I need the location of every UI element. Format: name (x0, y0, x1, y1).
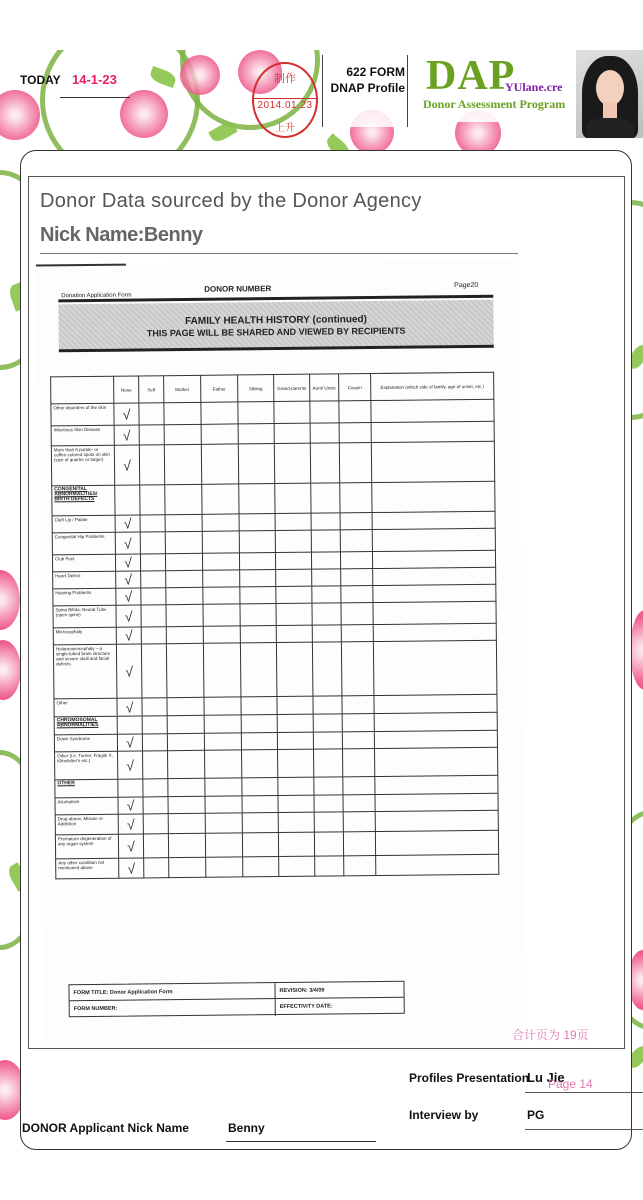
table-cell (275, 513, 311, 530)
presenter-name: Lu Jie (527, 1070, 565, 1085)
table-cell (314, 812, 343, 832)
table-cell (314, 749, 343, 777)
table-cell (341, 603, 373, 625)
row-condition-label: Microcephaly (53, 627, 116, 645)
none-checkmark: √ (117, 734, 142, 751)
none-checkmark: √ (116, 627, 141, 644)
form-id-block (322, 55, 408, 127)
table-cell (141, 627, 166, 644)
flower-decoration (0, 90, 40, 140)
table-cell (312, 586, 341, 603)
table-column-header: Cousin (339, 374, 371, 401)
none-checkmark: √ (116, 588, 141, 605)
table-body (51, 399, 499, 879)
table-cell (240, 570, 276, 587)
table-cell (343, 812, 375, 832)
table-cell (240, 587, 276, 604)
table-cell (278, 812, 314, 832)
table-cell (240, 604, 276, 626)
table-cell (141, 605, 166, 627)
table-cell (371, 441, 494, 482)
table-column-header: Grand-parents (274, 374, 310, 401)
table-cell (164, 444, 201, 484)
footer-form-title: FORM TITLE: Donor Application Form (73, 989, 173, 997)
table-cell (166, 604, 203, 626)
table-cell (141, 644, 167, 698)
stamp-top-text: 制作 (274, 73, 296, 85)
table-cell (340, 552, 372, 569)
table-cell (166, 570, 203, 587)
table-column-header: Aunt/ Uncle (310, 374, 339, 401)
table-cell (204, 697, 241, 715)
table-cell (243, 857, 279, 877)
row-condition-label: Club Feet (52, 554, 115, 572)
table-cell (168, 796, 205, 813)
table-cell (141, 588, 166, 605)
table-cell (239, 553, 275, 570)
table-cell (277, 714, 313, 732)
table-cell (343, 749, 375, 777)
table-cell (166, 587, 203, 604)
table-cell (169, 857, 206, 877)
table-cell (118, 779, 143, 797)
table-cell (142, 716, 167, 734)
row-condition-label: Holoprosencephaly – a single-lobed brain structure and severe skull and facial defects (53, 644, 117, 699)
table-row (53, 640, 497, 699)
row-condition-label: Premature degeneration of any organ system (55, 834, 118, 859)
table-cell (203, 643, 241, 697)
table-cell (343, 832, 375, 856)
table-cell (276, 569, 312, 586)
scan-banner (58, 300, 493, 353)
table-cell (241, 733, 277, 750)
table-cell (203, 587, 240, 604)
row-condition-label: CONGENITAL ABNORMALITIES/ BIRTH DEFECTS (52, 485, 115, 516)
table-cell (143, 814, 168, 834)
table-cell (142, 734, 167, 751)
table-cell (371, 399, 494, 422)
table-cell (310, 401, 339, 423)
table-cell (238, 424, 274, 444)
scan-subheading: THIS PAGE WILL BE SHARED AND VIEWED BY RECIPIENTS (146, 325, 406, 339)
table-cell (343, 777, 375, 795)
table-cell (141, 571, 166, 588)
table-cell (312, 642, 342, 696)
table-cell (143, 751, 168, 779)
row-condition-label: Other (i.e. Turner, Fragile X, Klinefelter's etc.) (55, 751, 118, 780)
none-checkmark: √ (114, 403, 139, 425)
flower-decoration (0, 570, 20, 630)
table-cell (311, 552, 340, 569)
table-cell (340, 530, 372, 552)
table-cell (165, 484, 202, 514)
nickname-heading: Nick Name:Benny (40, 224, 203, 246)
table-cell (140, 485, 165, 515)
table-cell (278, 795, 314, 812)
table-cell (375, 810, 498, 831)
flower-decoration (0, 640, 21, 700)
table-cell (341, 642, 374, 696)
profile-photo (576, 50, 643, 138)
table-cell (275, 552, 311, 569)
interview-label: Interview by (409, 1108, 479, 1122)
row-condition-label: Other (54, 698, 117, 717)
table-cell (279, 856, 315, 876)
table-cell (314, 777, 343, 795)
table-cell (140, 554, 165, 571)
photo-face (596, 70, 624, 106)
table-cell (375, 775, 498, 794)
scan-corner-mark (36, 264, 126, 267)
table-row (51, 441, 494, 486)
table-cell (241, 697, 277, 715)
table-cell (117, 716, 142, 734)
nickname-underline (40, 253, 518, 254)
none-checkmark: √ (115, 515, 140, 532)
table-cell (144, 858, 169, 878)
photo-clothing (586, 118, 634, 138)
table-cell (242, 796, 278, 813)
row-condition-label: Drug abuse, Misuse or Addiction (55, 814, 118, 835)
table-cell (374, 730, 497, 748)
table-cell (314, 832, 343, 856)
row-condition-label: Other disorders of the skin (51, 403, 114, 426)
table-cell (140, 515, 165, 532)
table-cell (240, 643, 277, 697)
applicant-underline (226, 1141, 376, 1142)
presenter-underline (525, 1092, 643, 1093)
none-checkmark: √ (115, 532, 140, 554)
table-cell (276, 625, 312, 642)
table-cell (341, 625, 373, 642)
table-cell (374, 694, 497, 713)
table-cell (274, 401, 310, 423)
table-cell (342, 696, 374, 714)
form-code: 622 FORM (346, 65, 405, 79)
none-checkmark: √ (116, 605, 141, 627)
total-pages: 合计页为 19页 (512, 1028, 589, 1042)
table-cell (311, 513, 340, 530)
table-cell (168, 750, 205, 778)
table-cell (201, 424, 238, 444)
table-cell (201, 444, 238, 484)
table-cell (204, 715, 241, 733)
table-cell (312, 569, 341, 586)
table-cell (139, 445, 164, 485)
table-cell (375, 747, 498, 776)
none-checkmark: √ (117, 698, 142, 716)
row-condition-label: CHROMOSOMAL ABNORMALITIES (54, 716, 117, 735)
table-cell (239, 484, 275, 514)
table-cell (202, 514, 239, 531)
table-cell (115, 485, 140, 515)
table-cell (373, 640, 497, 695)
table-cell (241, 715, 277, 733)
table-row (56, 854, 499, 879)
none-checkmark: √ (118, 797, 143, 814)
table-cell (206, 857, 243, 877)
none-checkmark: √ (118, 814, 143, 834)
none-checkmark: √ (118, 751, 143, 779)
none-checkmark: √ (116, 571, 141, 588)
table-cell (167, 715, 204, 733)
table-cell (372, 481, 495, 512)
table-cell (276, 642, 313, 696)
stamp-bottom-text: 上升 (275, 123, 295, 134)
table-cell (314, 795, 343, 812)
table-cell (165, 553, 202, 570)
table-cell (168, 833, 205, 857)
row-condition-label: Hearing Problems (53, 588, 116, 606)
scan-footer-box (68, 981, 404, 1018)
table-cell (339, 443, 371, 483)
table-cell (205, 778, 242, 796)
table-cell (143, 797, 168, 814)
table-cell (341, 569, 373, 586)
scan-heading: FAMILY HEALTH HISTORY (continued) (185, 314, 368, 327)
footer-effectivity: EFFECTIVITY DATE: (279, 1003, 333, 1011)
table-cell (276, 603, 312, 625)
table-cell (139, 425, 164, 445)
table-column-header: Explanation (which side of family, age of onset, etc.) (371, 372, 494, 400)
interviewer-underline (525, 1129, 643, 1130)
table-cell (143, 834, 168, 858)
table-cell (168, 813, 205, 833)
scan-page-number: Page20 (454, 281, 479, 290)
table-cell (142, 698, 167, 716)
table-cell (201, 402, 238, 424)
profiles-presentation-label: Profiles Presentation (409, 1071, 530, 1085)
table-cell (373, 601, 496, 624)
table-cell (242, 833, 278, 857)
table-cell (139, 403, 164, 425)
table-cell (312, 603, 341, 625)
none-checkmark: √ (119, 858, 144, 878)
row-condition-label: Congenital Hip Problems (52, 532, 115, 555)
table-cell (242, 778, 278, 796)
table-cell (164, 402, 201, 424)
table-cell (202, 531, 239, 553)
interviewer-name: PG (527, 1108, 545, 1122)
table-cell (340, 513, 372, 530)
table-cell (275, 530, 311, 552)
card-title: Donor Data sourced by the Donor Agency (40, 190, 422, 212)
table-cell (339, 423, 371, 443)
table-column-header: Father (201, 375, 238, 402)
table-cell (205, 833, 242, 857)
table-cell (165, 531, 202, 553)
table-cell (278, 777, 314, 795)
none-checkmark: √ (114, 445, 139, 485)
footer-form-number: FORM NUMBER: (73, 1005, 118, 1013)
table-cell (275, 483, 311, 513)
row-condition-label: Any other condition not mentioned above (56, 858, 119, 879)
approval-stamp (252, 62, 318, 138)
today-date: 14-1-23 (72, 72, 117, 87)
stamp-divider (254, 98, 316, 99)
table-cell (205, 813, 242, 833)
table-cell (164, 424, 201, 444)
row-condition-label: Down Syndrome (54, 734, 117, 752)
table-cell (203, 570, 240, 587)
table-cell (166, 626, 203, 643)
table-cell (238, 402, 274, 424)
table-row (52, 481, 495, 516)
table-column-header: None (114, 376, 139, 403)
footer-revision: REVISION: 3/4/09 (279, 987, 325, 995)
table-cell (372, 511, 495, 529)
table-cell (375, 793, 498, 811)
table-cell (203, 604, 240, 626)
row-condition-label: Heart Defect (53, 571, 116, 589)
footer-row (70, 998, 404, 1017)
table-cell (202, 553, 239, 570)
table-cell (372, 528, 495, 551)
form-name: DNAP Profile (330, 81, 405, 95)
table-column-header: Self (139, 376, 164, 403)
table-cell (343, 795, 375, 812)
flower-decoration (180, 55, 220, 95)
table-cell (313, 732, 342, 749)
table-cell (310, 443, 339, 483)
table-cell (278, 749, 314, 777)
logo-subtitle: Donor Assessment Program (423, 97, 566, 111)
table-cell (205, 796, 242, 813)
table-cell (205, 750, 242, 778)
table-cell (373, 584, 496, 602)
dap-logo (418, 52, 576, 122)
table-cell (167, 697, 204, 715)
table-cell (167, 733, 204, 750)
family-health-table (50, 372, 499, 880)
table-cell (375, 830, 498, 855)
none-checkmark: √ (115, 554, 140, 571)
table-cell (276, 586, 312, 603)
table-cell (143, 779, 168, 797)
table-cell (242, 813, 278, 833)
leaf-decoration (208, 119, 238, 144)
scan-donor-number: DONOR NUMBER (204, 284, 272, 294)
table-cell (310, 423, 339, 443)
table-cell (242, 750, 278, 778)
none-checkmark: √ (114, 425, 139, 445)
table-cell (140, 532, 165, 554)
table-cell (239, 514, 275, 531)
table-cell (339, 401, 371, 423)
table-cell (313, 696, 342, 714)
table-cell (344, 856, 376, 876)
table-cell (342, 732, 374, 749)
applicant-nickname-label: DONOR Applicant Nick Name (22, 1121, 189, 1135)
scan-form-label: Donation Application Form (61, 292, 132, 300)
table-column-header: Mother (164, 375, 201, 402)
table-cell (371, 421, 494, 442)
row-condition-label: OTHER (55, 779, 118, 798)
table-cell (165, 514, 202, 531)
table-cell (340, 483, 372, 513)
table-cell (166, 643, 204, 697)
logo-brand: YUlane.cre (505, 80, 563, 94)
none-checkmark: √ (116, 644, 142, 698)
table-cell (312, 625, 341, 642)
table-cell (373, 623, 496, 641)
page-number: Page 14 (548, 1077, 593, 1091)
table-cell (277, 696, 313, 714)
table-cell (274, 443, 310, 483)
row-condition-label: More than 6 purple- or coffee-colored spots on skin (size of quarter or larger) (51, 445, 114, 486)
row-condition-label: Cleft Lip / Palate (52, 515, 115, 533)
table-cell (374, 712, 497, 731)
table-column-header (51, 376, 114, 404)
table-cell (372, 550, 495, 568)
today-underline (60, 97, 130, 98)
row-condition-label: Spina Bifida: Neural Tube (open spine) (53, 605, 116, 628)
table-cell (311, 530, 340, 552)
table-cell (202, 484, 239, 514)
table-cell (313, 714, 342, 732)
table-cell (239, 531, 275, 553)
table-cell (204, 733, 241, 750)
table-cell (277, 732, 313, 749)
table-cell (278, 832, 314, 856)
table-cell (238, 444, 274, 484)
stamp-date: 2014.01.23 (257, 100, 313, 111)
table-cell (341, 586, 373, 603)
table-column-header: Sibling (238, 375, 274, 402)
table-cell (373, 567, 496, 585)
table-cell (240, 626, 276, 643)
today-label: TODAY (20, 73, 61, 87)
table-cell (168, 778, 205, 796)
row-condition-label: Infectious Skin Disease (51, 425, 114, 446)
none-checkmark: √ (118, 834, 143, 858)
scanned-health-history-page (36, 259, 526, 1046)
table-cell (203, 626, 240, 643)
row-condition-label: Alcoholism (55, 797, 118, 815)
applicant-nickname-value: Benny (228, 1121, 265, 1135)
table-cell (274, 423, 310, 443)
table-cell (315, 856, 344, 876)
table-cell (311, 483, 340, 513)
table-cell (376, 854, 499, 875)
table-cell (342, 714, 374, 732)
logo-mark: DAP (426, 53, 516, 99)
